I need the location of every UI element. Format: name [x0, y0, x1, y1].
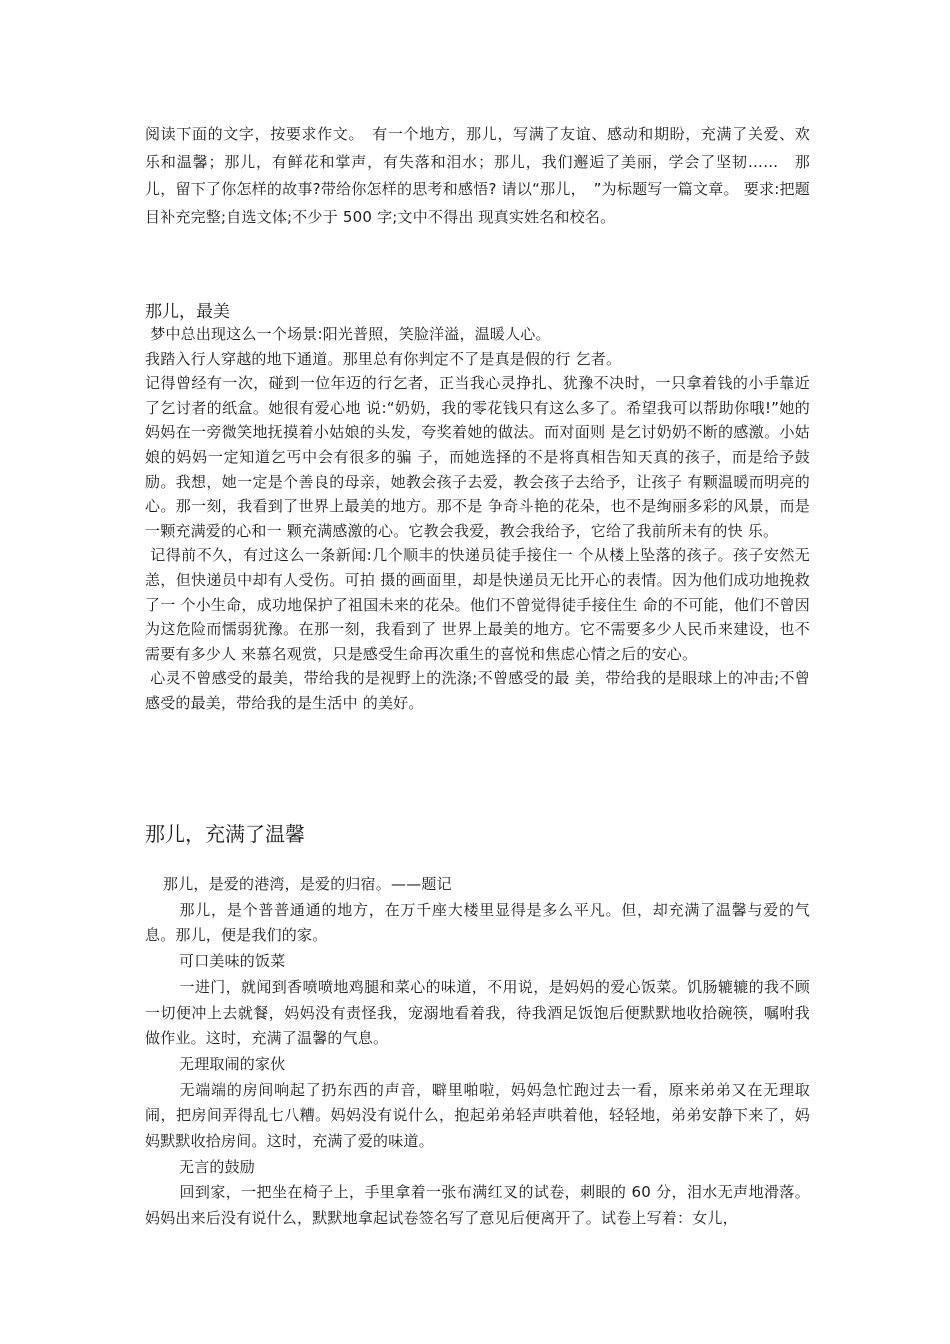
- essay1-title: 那儿，最美: [145, 302, 230, 322]
- essay1-paragraph: 记得曾经有一次，碰到一位年迈的行乞者，正当我心灵挣扎、犹豫不决时，一只拿着钱的小手靠近了乞讨者的纸盒。她很有爱心地 说:“奶奶，我的零花钱只有这么多了。希望我可以帮助你哦!”她的 妈妈在一旁微笑地抚摸着小姑娘的头发，夸奖着她的做法。而对面则 是乞讨奶奶不断的感激。小姑娘的妈妈一定知道乞丐中会有很多的骗 子，而她选择的不是将真相告知天真的孩子，而是给予鼓励。我想，她一定是个善良的母亲，她教会孩子去爱，教会孩子去给予，让孩子 有颗温暖而明亮的心。那一刻，我看到了世界上最美的地方。那不是 争奇斗艳的花朵，也不是绚丽多彩的风景，而是一颗充满爱的心和一 颗充满感激的心。它教会我爱，教会我给予，它给了我前所未有的快 乐。: [145, 374, 810, 540]
- section-heading: 无理取闹的家伙: [179, 1054, 286, 1073]
- essay2-epigraph: 那儿，是爱的港湾，是爱的归宿。——题记: [163, 875, 452, 893]
- essay2-body: [145, 872, 810, 1232]
- section-body: 无端端的房间响起了扔东西的声音，噼里啪啦，妈妈急忙跑过去一看，原来弟弟又在无理取闹，把房间弄得乱七八糟。妈妈没有说什么，抱起弟弟轻声哄着他，轻轻地，弟弟安静下来了，妈妈默默收拾房间。这时，充满了爱的味道。: [145, 1080, 810, 1151]
- essay1-body: [145, 322, 810, 716]
- section-body: 回到家，一把坐在椅子上，手里拿着一张布满红叉的试卷，刺眼的 60 分，泪水无声地滑落。妈妈出来后没有说什么，默默地拿起试卷签名写了意见后便离开了。试卷上写着：女儿，: [145, 1183, 810, 1228]
- writing-prompt: 阅读下面的文字，按要求作文。 有一个地方，那儿，写满了友谊、感动和期盼，充满了关爱、欢 乐和温馨；那儿，有鲜花和掌声，有失落和泪水；那儿，我们邂逅了美丽，学会了坚韧…… 那儿，留下了你怎样的故事?带给你怎样的思考和感悟? 请以“那儿， ”为标题写一篇文章。 要求:把题目补充完整;自选文体;不少于 500 字;文中不得出 现真实姓名和校名。: [145, 125, 810, 226]
- essay1-paragraph: 我踏入行人穿越的地下通道。那里总有你判定不了是真是假的行 乞者。: [145, 349, 622, 368]
- essay2-intro: 那儿，是个普普通通的地方，在万千座大楼里显得是多么平凡。但，却充满了温馨与爱的气息。那儿，便是我们的家。: [145, 900, 810, 945]
- essay1-paragraph: 心灵不曾感受的最美，带给我的是视野上的洗涤;不曾感受的最 美，带给我的是眼球上的冲击;不曾感受的最美，带给我的是生活中 的美好。: [145, 669, 810, 712]
- essay1-paragraph: 梦中总出现这么一个场景:阳光普照，笑脸洋溢，温暖人心。: [150, 325, 551, 343]
- section-body: 一进门，就闻到香喷喷地鸡腿和菜心的味道，不用说，是妈妈的爱心饭菜。饥肠辘辘的我不顾一切便冲上去就餐，妈妈没有责怪我，宠溺地看着我，待我酒足饭饱后便默默地收拾碗筷，嘱咐我做作业。这时，充满了温馨的气息。: [145, 977, 810, 1048]
- section-heading: 可口美味的饭菜: [179, 952, 286, 971]
- essay2-title: 那儿，充满了温馨: [145, 822, 305, 846]
- section-heading: 无言的鼓励: [179, 1157, 256, 1176]
- essay1-paragraph: 记得前不久，有过这么一条新闻:几个顺丰的快递员徒手接住一 个从楼上坠落的孩子。孩子安然无恙，但快递员中却有人受伤。可拍 摄的画面里，却是快递员无比开心的表情。因为他们成功地挽救了一 个小生命，成功地保护了祖国未来的花朵。他们不曾觉得徒手接住生 命的不可能，他们不曾因为这危险而懦弱犹豫。在那一刻，我看到了 世界上最美的地方。它不需要多少人民币来建设，也不需要有多少人 来慕名观赏，只是感受生命再次重生的喜悦和焦虑心情之后的安心。: [145, 546, 810, 663]
